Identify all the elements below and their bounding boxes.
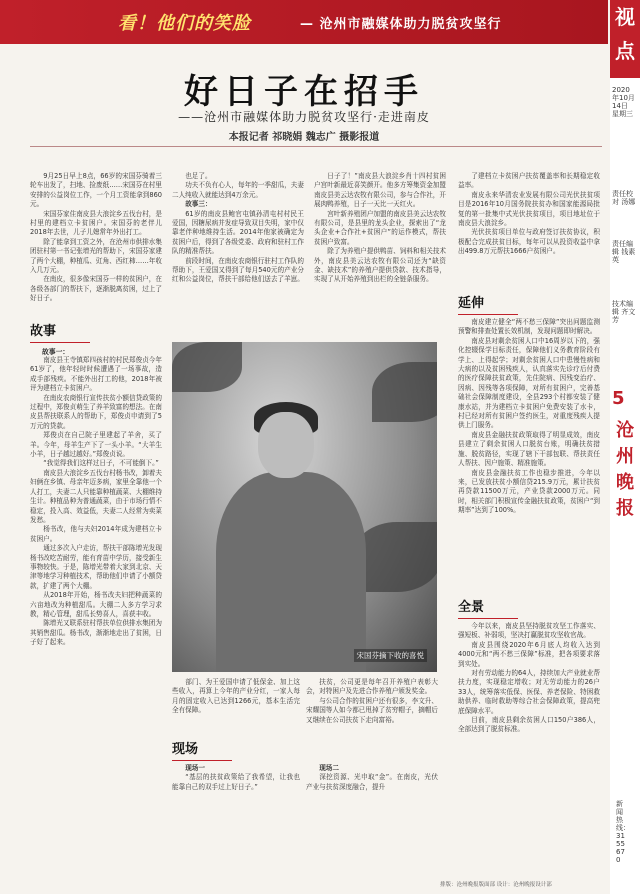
paragraph: 目前，南皮县剩余贫困人口150户386人，全部达到了脱贫标准。 (458, 716, 600, 734)
headline: 好日子在招手 (184, 72, 424, 112)
farmer-photo (172, 342, 437, 672)
article-col4-top (458, 172, 600, 284)
news-hotline: 新闻热线：3155670 (616, 800, 630, 864)
section-story: 故事 (30, 320, 90, 343)
paragraph: 除了能拿到工资之外，在沧州市供排水集团驻村第一书记张增光的帮助下，宋国芬家建了两个大棚，种植瓜、豇角、西红柿……年收入几万元。 (30, 237, 162, 275)
person-body (216, 472, 366, 672)
article-mid-left (172, 678, 300, 730)
story-one-label: 故事一： (42, 348, 70, 356)
scene-one-label: 现场一 (185, 764, 205, 772)
paragraph: 功夫不负有心人，每年的一季甜瓜，夫妻二人纯收入就能达到4万余元。 (172, 181, 304, 199)
scene-two-label: 现场二 (319, 764, 339, 772)
article-col1-top (30, 172, 162, 314)
section-overview: 全景 (458, 596, 518, 619)
article-col2-top (172, 172, 304, 338)
paragraph: 在南皮农商银行宣传扶贫小额信贷政策的过程中，郑俊贞萌生了养羊致富的想法。在南皮县帮扶联系人的帮助下，郑俊贞申请到了5万元的贷款。 (30, 393, 162, 430)
paragraph: 部门、为王爱国申请了低保金、加上这些收入，再算上今年的产业分红，一家人每月的固定收入已达到1266元，基本生活完全有保障。 (172, 678, 300, 715)
issue-date: 2020年10月14日 星期三 (612, 86, 635, 118)
paragraph: 南皮县金融扶贫工作也稳步推进，今年以来，已发放扶贫小额信贷215.9万元，累计扶贫再贷款11500万元，产业贷款2000万元。同时，相关部门积极宣传金融扶贫政策，贫困户“到期率”达到了100%。 (458, 468, 600, 515)
paragraph: 杨书改，他与夫妇2014年成为建档立卡贫困户。 (30, 525, 162, 543)
top-banner (0, 0, 608, 44)
paragraph: 今年以来，南皮县坚持脱贫攻坚工作落实、强短板、补弱项，坚决打赢脱贫攻坚收官战。 (458, 622, 600, 640)
paper-name: 沧州晚报 (616, 420, 634, 519)
article-scene-left (172, 764, 300, 884)
paragraph: “我觉得我们这样过日子，不可能倒下。” (43, 459, 159, 468)
paragraph: 南皮建立健全“两不愁三保障”突出问题监测预警和排查处置长效机制，发现问题即时解决。 (458, 318, 600, 336)
paragraph: 南皮县大浪淀乡五伐台村杨书改，卸着夫妇俩在乡镇、母亲年迈多病，家里全靠他一个人打工，夫妻二人只能靠种植蔬菜、大棚维持生计。种植品种为普通蔬菜，由于市场行情不稳定，投入高、效益低，夫妻二人经常为卖菜发愁。 (30, 468, 162, 524)
header-rule (30, 146, 602, 147)
paragraph: 与公司合作的贫困户还有很多，李文升、宋耀国等人如今都已甩掉了贫穷帽子，摘帽后又继续在公司扶贫下走向富裕。 (306, 696, 438, 724)
column-label: 视点 (610, 0, 640, 78)
paragraph: “基层的扶贫政策给了我希望，让我也能靠自己的双手过上好日子。” (172, 773, 300, 791)
banner-series: — 沧州市融媒体助力脱贫攻坚行 (300, 17, 502, 32)
page-number: 5 (612, 388, 625, 409)
paragraph: 陈增光又联系驻村帮扶单位供排水集团为其销售甜瓜。杨书改，渐渐地走出了贫困，日子好了起来。 (30, 619, 162, 647)
byline: 本报记者 祁晓娟 魏志广 摄影报道 (228, 132, 380, 143)
paragraph: 南皮县王寺镇郑四孩村的村民郑俊贞今年61岁了，他年轻时时候遭遇了一场事故，造成手部残疾。不能外出打工的他，2018年被评为建档立卡贫困户。 (30, 356, 162, 393)
paragraph: 宫叶新养殖团户加盟的南皮县美云达农牧有限公司，是县里的龙头企业，探索出了“龙头企业+合作社+贫困户”的运作模式，帮扶贫困户致富。 (314, 209, 446, 246)
proof-editor: 责任校对 汤娜 (612, 190, 636, 206)
article-mid-right (306, 678, 438, 730)
person-face (258, 412, 314, 478)
paragraph: 光伏扶贫项目单位与政府签订扶贫协议，积极配合完成扶贫目标，每年可以从投资收益中拿出499.8万元帮扶1666户贫困户。 (458, 228, 600, 256)
paragraph: 除了为养殖户提供鸭苗、饲料和相关技术外，南皮县美云达农牧有限公司还为“缺资金、缺技术”的养殖户提供贷款、技术指导，实现了从开始养殖到出栏的全链条服务。 (314, 247, 446, 284)
paragraph: 在南皮，很多像宋国芬一样的贫困户，在各级各部门的帮扶下，逐渐脱离贫困，过上了好日子。 (30, 275, 162, 303)
paragraph: 从2018年开始，杨书改夫妇把种蔬菜的六亩地改为种植甜瓜。大棚二人多方学习求教，精心管理，甜瓜长势喜人，喜获丰收。 (30, 591, 162, 618)
story-three-label: 故事三： (185, 200, 212, 209)
paragraph: 9月25日早上8点，66岁的宋国芬骑着三轮车出发了，扫地、捡废纸……宋国芬在村里安排的公益岗位工作，一个月工资能拿到860元。 (30, 172, 162, 209)
article-col4-bottom (458, 622, 600, 878)
section-scene: 现场 (172, 738, 232, 761)
article-col3-top (314, 172, 446, 338)
paragraph: 南皮县对剩余贫困人口中16周岁以下的，强化控辍保学目标责任，保障他们义务教育阶段有学上、上得起学；对剩余贫困人口中患慢性病和大病的以及贫困残疾人，认真落实先诊疗后付费的医疗保障扶贫政策，先住院病、因残变治疗、因病、因残等各项保障，对所有贫困户，完善基础社会保障制度建设，全县293个村都安装了健康水站，并为建档立卡贫困户免费安装了水卡，村已经对所有贫困户签约医生，对重度残疾人提供上门服务。 (458, 336, 600, 430)
paragraph: 南皮永来华清农业发展有限公司光伏扶贫项目是2016年10月国务院扶贫办和国家能源局批复的第一批集中式光伏扶贫项目，项目地址位于南皮县大浪淀乡。 (458, 190, 600, 228)
leaf-shape (172, 342, 242, 392)
banner-slogan: 看！他们的笑脸 (118, 13, 251, 34)
article-scene-right (306, 764, 438, 884)
leaf-shape (372, 362, 437, 422)
page-footer: 排版：沧州晚报版面部 设计：沧州晚报设计部 (440, 882, 552, 888)
paragraph: 深挖资源、光申取“金”。在南皮，光伏产业与扶贫深度融合，提升 (306, 773, 438, 791)
paragraph: 了建档立卡贫困户扶贫覆盖率和长期稳定收益率。 (458, 172, 600, 190)
paragraph: 郑俊贞在自己院子里建起了羊舍，买了羊。今年，母羊生产下了一头小羊。“大羊生小羊，日子越过越好。”郑俊贞说。 (30, 431, 162, 459)
article-col4-mid (458, 318, 600, 588)
paragraph: 通过多次入户走访，帮扶干部陈增光发现杨书改吃苦耐劳，能有育苗中学历，接受新生事物较快。于是，陈增光带着大家到北京、天津等地学习种植技术，帮助他们申请了小额贷款，扩建了两个大棚。 (30, 544, 162, 590)
paragraph: 扶贫，公司更是每年召开养殖户表彰大会，对特困户及先进合作养殖户颁发奖金。 (306, 678, 438, 696)
responsible-editor: 责任编辑 钱素英 (612, 240, 636, 264)
paragraph: 前段时间，在南皮农商银行驻村工作队的帮助下，王爱国又得到了每月540元的产业分红和公益岗位，帮扶干部给他们送去了羊崽。 (172, 256, 304, 284)
photo-caption: 宋国芬摘下收的喜悦 (354, 649, 428, 662)
paragraph: 南皮县围绕2020年6月底人均收入达到4000元和“两不愁三保障”标准，把各项要求落到实处。 (458, 640, 600, 668)
subheadline: ——沧州市融媒体助力脱贫攻坚行·走进南皮 (178, 110, 430, 124)
paragraph: 宋国芬家住南皮县大浪淀乡五伐台村，是村里的建档立卡贫困户。宋国芬的老伴儿2018年去世，儿子儿媳常年外出打工。 (30, 209, 162, 237)
paragraph: 南皮县金融扶贫政策取得了明显成效，南皮县建立了剩余贫困人口脱贫台账，明确扶贫措施、脱贫路径，实现了辖下干部包联、帮扶责任人帮扶、因户施策、精准施策。 (458, 430, 600, 468)
tech-editor: 技术编辑 齐文芳 (612, 300, 636, 324)
article-col1-bottom (30, 356, 162, 890)
paragraph: 也足了。 (185, 172, 212, 180)
section-extension: 延伸 (458, 292, 518, 315)
paragraph: 61岁的南皮县鲍官屯镇孙清屯村村民王爱国，因糖尿病并发症导致双目失明，家中仅靠老伴种地维持生活。2014年他家被确定为贫困户后，得到了各级党委、政府和驻村工作队的精准帮扶。 (172, 209, 304, 256)
paragraph: 日子了！”南皮县大浪淀乡肖十四村贫困户宫叶新最近喜笑颜开。他多方筹集资金加盟南皮县美云达农牧有限公司，参与合作社，开展肉鸭养殖，日子一天比一天红火。 (314, 172, 446, 209)
paragraph: 对有劳动能力的64人，持续加大产业就业帮扶力度，实现稳定增收；对无劳动能力的26户33人，统筹落实低保、医保、养老保险、特困救助供养、临时救助等综合社会保障政策，提高兜底保障水平。 (458, 669, 600, 715)
